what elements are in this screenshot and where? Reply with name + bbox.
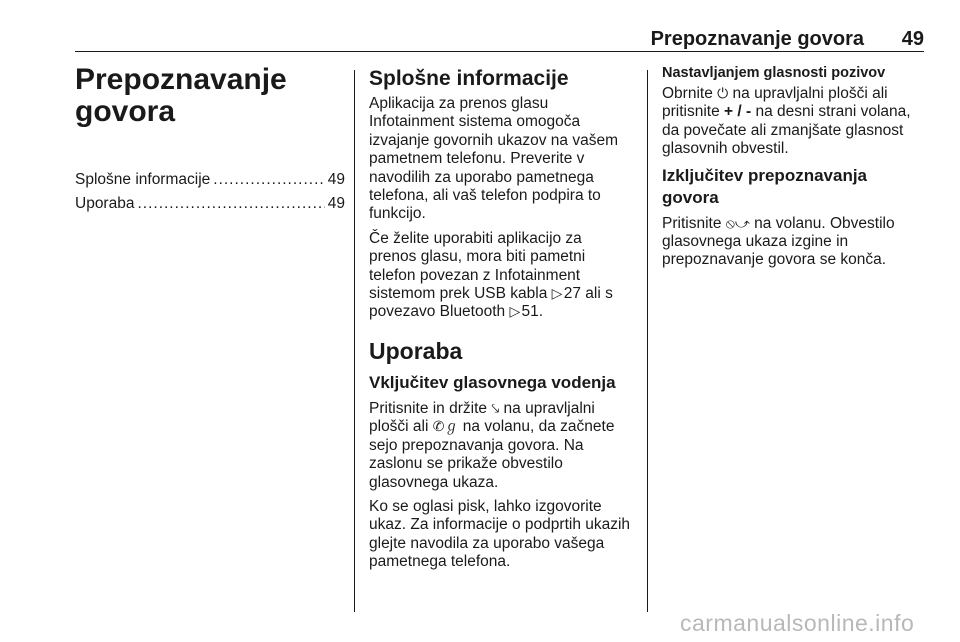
table-of-contents (75, 168, 345, 216)
toc-entry-label: Splošne informacije (75, 171, 211, 188)
page-reference[interactable]: 51 (521, 303, 539, 321)
general-paragraph-2 (369, 230, 633, 322)
text-run: ali s povezavo Bluetooth (369, 285, 613, 321)
power-knob-icon: ⏻ (717, 85, 729, 101)
running-header-title: Prepoznavanje govora (650, 28, 864, 50)
section-heading-general: Splošne informacije (369, 67, 569, 90)
chapter-title (75, 64, 345, 128)
toc-entry-page: 49 (327, 195, 345, 212)
text-run: na desni strani volana, da povečate ali zmanjšate glasnost glasovnih obvestil. (662, 103, 911, 158)
chapter-title-line1: Prepoznavanje (75, 63, 287, 96)
column-divider-1 (354, 70, 355, 612)
text-run: Pritisnite (662, 214, 726, 232)
toc-entry-page: 49 (327, 171, 345, 188)
text-run: na volanu, da začnete sejo prepoznavanja govora. Na zaslonu se prikaže obvestilo glasovnega ukaza. (369, 418, 615, 491)
text-run: . (538, 303, 544, 321)
toc-entry[interactable] (75, 192, 345, 216)
deactivate-paragraph (662, 215, 928, 270)
toc-leader-dots (137, 192, 324, 216)
subheading-activate-voice: Vključitev glasovnega vodenja (369, 372, 616, 392)
page-reference-arrow-icon: ▷ (551, 285, 563, 302)
right-column (662, 64, 928, 276)
text-run: na volanu. Obvestilo glasovnega ukaza izgine in prepoznavanje govora se konča. (662, 214, 895, 269)
chapter-title-line2: govora (75, 95, 176, 128)
voice-button-icon: ⤥ (491, 399, 500, 416)
text-run: Obrnite (662, 85, 718, 102)
header-divider (75, 51, 924, 52)
section-heading-usage: Uporaba (369, 337, 463, 364)
subheading-deactivate-voice: Izključitev prepoznavanja govora (662, 165, 868, 207)
subheading-volume: Nastavljanjem glasnosti pozivov (662, 65, 886, 81)
column-divider-2 (647, 70, 648, 612)
toc-entry[interactable] (75, 168, 345, 192)
mute-hangup-icon: ⦸⤻ (725, 214, 750, 231)
text-run: na upravljalni plošči ali pritisnite (662, 85, 888, 121)
page-reference[interactable]: 27 (563, 285, 581, 303)
general-paragraph-1: Aplikacija za prenos glasu Infotainment sistema omogoča izvajanje govornih ukazov na vašem pametnem telefonu. Preverite v navodilih za uporabo pametnega telefona, ali vaš telefon podpira to funkcijo. (369, 95, 618, 223)
usage-paragraph-2: Ko se oglasi pisk, lahko izgovorite ukaz. Za informacije o podprtih ukazih glejte navodila za uporabo vašega pametnega telefona. (369, 497, 631, 571)
middle-column (369, 64, 633, 578)
page-number: 49 (901, 28, 924, 50)
text-run: na upravljalni plošči ali (369, 399, 595, 436)
usage-paragraph-1 (369, 400, 633, 492)
volume-paragraph (662, 85, 928, 159)
watermark: carmanualsonline.info (680, 610, 915, 636)
steering-wheel-voice-icon: ✆ℊ (432, 418, 459, 435)
volume-keys: + / - (724, 103, 752, 121)
toc-entry-label: Uporaba (75, 195, 135, 212)
text-run: Če želite uporabiti aplikacijo za prenos glasu, mora biti pametni telefon povezan z Infotainment sistemom prek USB kabla (369, 229, 586, 303)
chapter-toc-column (75, 64, 345, 216)
toc-leader-dots (213, 168, 324, 192)
text-run: Pritisnite in držite (369, 399, 492, 417)
page-reference-arrow-icon: ▷ (509, 303, 521, 320)
